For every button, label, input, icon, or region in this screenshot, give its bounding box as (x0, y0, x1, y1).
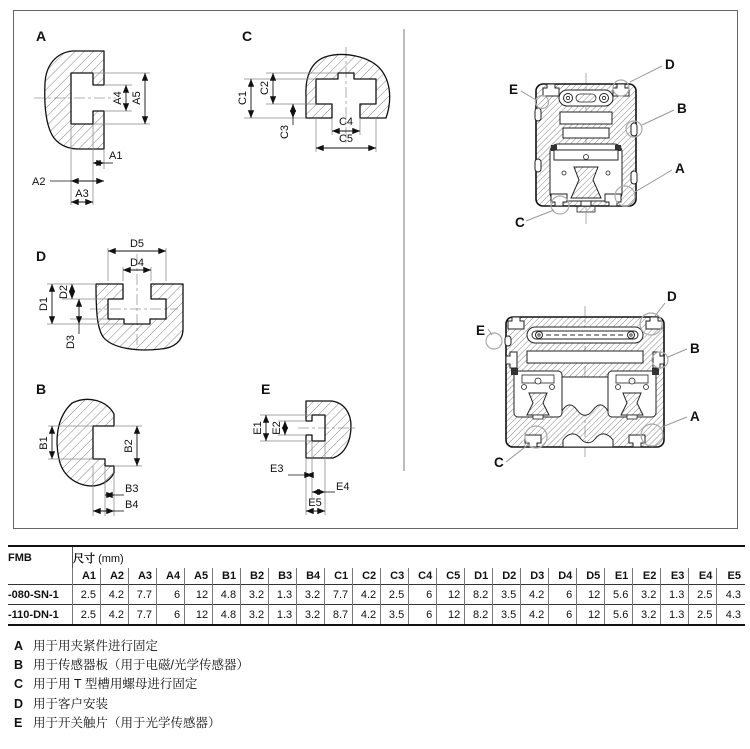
column-header-d4: D4 (549, 568, 577, 585)
table-product-family: FMB (8, 551, 32, 564)
column-header-b4: B4 (297, 568, 325, 585)
value-cell: 12 (577, 605, 605, 626)
callout-top-b: B (677, 101, 687, 116)
value-cell: 6 (409, 605, 437, 626)
column-header-c4: C4 (409, 568, 437, 585)
dim-label-c2: C2 (259, 80, 271, 96)
dimension-label: 尺寸 (73, 552, 95, 565)
table-title-row (8, 546, 745, 568)
value-cell: 1.3 (661, 605, 689, 626)
row-model: -110-DN-1 (8, 605, 73, 626)
dim-label-b1: B1 (38, 436, 50, 450)
value-cell: 3.2 (633, 605, 661, 626)
value-cell: 8.2 (465, 605, 493, 626)
row-model: -080-SN-1 (8, 585, 73, 605)
dim-label-b3: B3 (125, 483, 139, 495)
column-header-e1: E1 (605, 568, 633, 585)
value-cell: 7.7 (325, 585, 353, 605)
column-header-b1: B1 (213, 568, 241, 585)
dim-label-c3: C3 (279, 124, 291, 140)
callout-bottom-c: C (494, 455, 504, 470)
column-header-c2: C2 (353, 568, 381, 585)
value-cell: 8.7 (325, 605, 353, 626)
dim-label-a3: A3 (75, 188, 89, 200)
dim-label-a5: A5 (131, 91, 143, 105)
value-cell: 6 (549, 585, 577, 605)
value-cell: 7.7 (129, 605, 157, 626)
detail-label-d: D (36, 248, 47, 264)
dim-label-d4: D4 (129, 257, 145, 269)
value-cell: 5.6 (605, 585, 633, 605)
column-header-a5: A5 (185, 568, 213, 585)
legend-item-e (14, 714, 249, 733)
value-cell: 4.3 (717, 585, 745, 605)
dim-label-c4: C4 (338, 116, 354, 128)
column-header-c3: C3 (381, 568, 409, 585)
legend-item-a (14, 637, 249, 656)
detail-label-a: A (36, 28, 47, 44)
magnet-strip (527, 351, 643, 363)
value-cell: 2.5 (689, 605, 717, 626)
value-cell: 6 (409, 585, 437, 605)
value-cell: 12 (185, 585, 213, 605)
value-cell: 3.5 (381, 605, 409, 626)
legend-key: C (14, 677, 24, 692)
detail-label-c: C (242, 28, 253, 44)
callout-top-d: D (665, 57, 675, 72)
table-row (8, 605, 745, 626)
value-cell: 12 (577, 585, 605, 605)
value-cell: 3.5 (493, 585, 521, 605)
column-header-e3: E3 (661, 568, 689, 585)
detail-label-e: E (261, 381, 271, 397)
column-header-c5: C5 (437, 568, 465, 585)
value-cell: 8.2 (465, 585, 493, 605)
value-cell: 2.5 (73, 605, 101, 626)
column-header-d3: D3 (521, 568, 549, 585)
dim-label-e2: E2 (271, 421, 283, 435)
dim-label-e5: E5 (308, 497, 322, 509)
value-cell: 4.2 (101, 585, 129, 605)
value-cell: 4.2 (521, 605, 549, 626)
technical-drawing (14, 11, 737, 528)
value-cell: 3.2 (241, 605, 269, 626)
profile-bottom (476, 289, 700, 470)
value-cell: 6 (157, 585, 185, 605)
dim-label-c1: C1 (237, 90, 249, 106)
value-cell: 3.2 (241, 585, 269, 605)
value-cell: 12 (185, 605, 213, 626)
value-cell: 4.3 (717, 605, 745, 626)
dimension-unit: (mm) (98, 552, 124, 565)
dim-label-c5: C5 (338, 133, 354, 145)
value-cell: 6 (157, 605, 185, 626)
column-header-b3: B3 (269, 568, 297, 585)
callout-bottom-b: B (690, 341, 700, 356)
callout-top-a: A (675, 161, 685, 176)
column-header-d2: D2 (493, 568, 521, 585)
table-row (8, 585, 745, 605)
legend-key: D (14, 696, 24, 711)
legend (14, 637, 249, 733)
dim-label-b4: B4 (125, 499, 139, 511)
column-header-a2: A2 (101, 568, 129, 585)
value-cell: 3.2 (297, 585, 325, 605)
value-cell: 2.5 (381, 585, 409, 605)
value-cell: 5.6 (605, 605, 633, 626)
value-cell: 4.2 (521, 585, 549, 605)
column-header-b2: B2 (241, 568, 269, 585)
callout-top-e: E (509, 82, 519, 97)
legend-key: B (14, 658, 24, 673)
column-header-a3: A3 (129, 568, 157, 585)
dim-label-d3: D3 (65, 334, 77, 350)
value-cell: 1.3 (661, 585, 689, 605)
value-cell: 3.2 (633, 585, 661, 605)
detail-label-b: B (36, 381, 47, 397)
value-cell: 12 (437, 605, 465, 626)
dim-label-e1: E1 (252, 421, 264, 435)
value-cell: 7.7 (129, 585, 157, 605)
legend-text: 用于传感器板（用于电磁/光学传感器） (33, 658, 249, 673)
value-cell: 4.8 (213, 605, 241, 626)
value-cell: 1.3 (269, 605, 297, 626)
value-cell: 4.8 (213, 585, 241, 605)
legend-text: 用于客户安装 (33, 696, 109, 711)
dim-label-a4: A4 (112, 91, 124, 105)
column-header-d5: D5 (577, 568, 605, 585)
fixing-screw (577, 206, 595, 212)
column-header-e2: E2 (633, 568, 661, 585)
column-header-c1: C1 (325, 568, 353, 585)
callout-bottom-e: E (476, 323, 486, 338)
sensor-plate (560, 112, 612, 124)
detail-e (252, 381, 355, 515)
detail-d (36, 238, 183, 350)
callout-bottom-a: A (690, 409, 700, 424)
legend-key: E (14, 715, 23, 730)
dim-label-d5: D5 (129, 238, 145, 250)
legend-item-d (14, 695, 249, 714)
callout-top-c: C (515, 215, 525, 230)
callout-bottom-d: D (667, 289, 677, 304)
dim-label-e4: E4 (336, 481, 350, 493)
legend-item-c (14, 675, 249, 694)
legend-text: 用于用 T 型槽用螺母进行固定 (33, 677, 198, 692)
dimensions-table (8, 545, 745, 626)
dim-label-e3: E3 (270, 463, 284, 475)
dim-label-b2: B2 (123, 439, 135, 453)
value-cell: 12 (437, 585, 465, 605)
dim-label-a1: A1 (109, 150, 123, 162)
column-header-d1: D1 (465, 568, 493, 585)
column-header-e4: E4 (689, 568, 717, 585)
legend-text: 用于开关触片（用于光学传感器） (33, 715, 221, 730)
dim-label-d2: D2 (58, 284, 70, 300)
value-cell: 4.2 (353, 585, 381, 605)
value-cell: 4.2 (353, 605, 381, 626)
value-cell: 3.2 (297, 605, 325, 626)
column-header-a1: A1 (73, 568, 101, 585)
table-dimension-header (73, 546, 746, 568)
value-cell: 2.5 (689, 585, 717, 605)
dim-label-d1: D1 (38, 296, 50, 312)
profile-top (509, 57, 687, 230)
detail-a (32, 28, 150, 205)
dimensions-table-body (8, 546, 745, 625)
legend-text: 用于用夹紧件进行固定 (33, 639, 159, 653)
dim-label-a2: A2 (32, 176, 46, 188)
value-cell: 2.5 (73, 585, 101, 605)
column-header-a4: A4 (157, 568, 185, 585)
value-cell: 4.2 (101, 605, 129, 626)
figure-panel (13, 10, 738, 529)
table-header-row (8, 568, 745, 585)
value-cell: 1.3 (269, 585, 297, 605)
legend-key: A (14, 639, 24, 653)
table-corner-cell (8, 568, 73, 585)
value-cell: 6 (549, 605, 577, 626)
column-header-e5: E5 (717, 568, 745, 585)
detail-b (36, 381, 142, 516)
detail-c (237, 28, 390, 152)
value-cell: 3.5 (493, 605, 521, 626)
legend-item-b (14, 656, 249, 675)
